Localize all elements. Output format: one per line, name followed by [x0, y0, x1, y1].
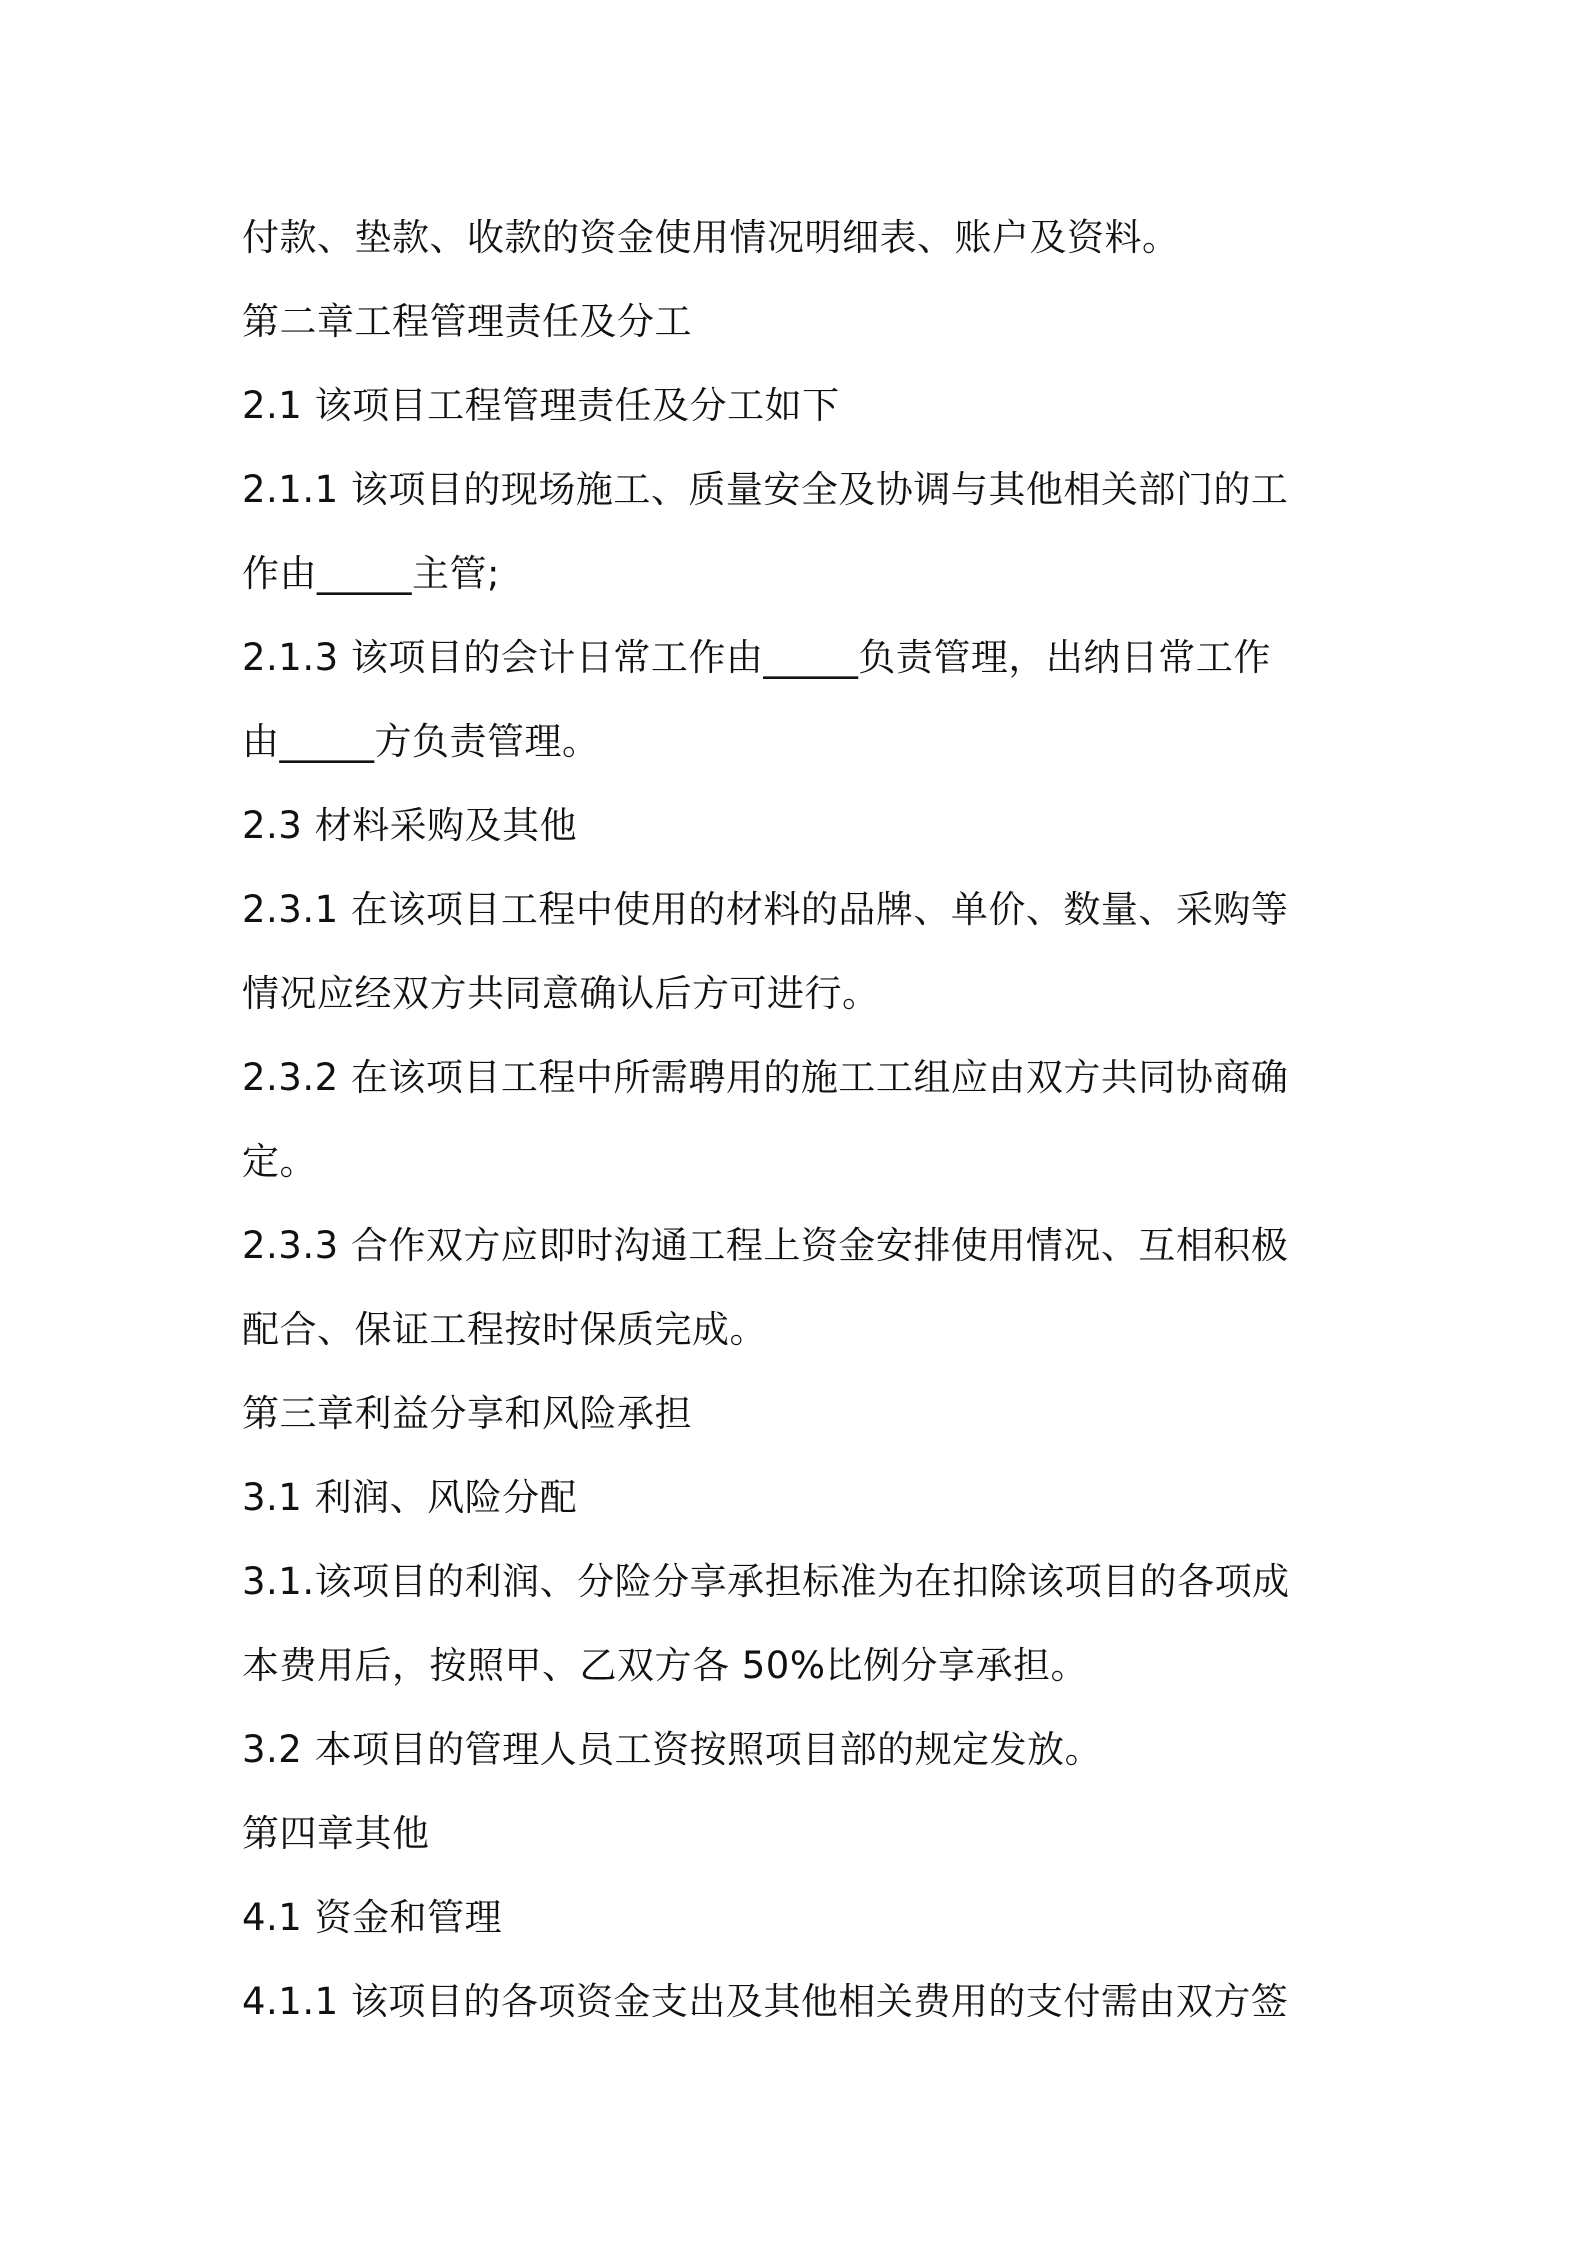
clause-text: 2.3.3 合作双方应即时沟通工程上资金安排使用情况、互相积极	[242, 1224, 1289, 1267]
clause-text: 2.3.2 在该项目工程中所需聘用的施工工组应由双方共同协商确	[242, 1056, 1289, 1099]
section-heading: 2.1 该项目工程管理责任及分工如下	[242, 384, 840, 427]
text-line: 付款、垫款、收款的资金使用情况明细表、账户及资料。	[242, 216, 1180, 259]
section-heading: 2.3 材料采购及其他	[242, 804, 578, 847]
chapter-heading: 第四章其他	[242, 1812, 430, 1855]
clause-text: 定。	[242, 1140, 317, 1183]
clause-text: 3.1.该项目的利润、分险分享承担标准为在扣除该项目的各项成	[242, 1560, 1290, 1603]
clause-text: 本费用后，按照甲、乙双方各 50%比例分享承担。	[242, 1644, 1088, 1687]
clause-text: 情况应经双方共同意确认后方可进行。	[242, 972, 880, 1015]
section-heading: 3.1 利润、风险分配	[242, 1476, 578, 1519]
document-body	[242, 196, 1362, 2044]
chapter-heading: 第三章利益分享和风险承担	[242, 1392, 692, 1435]
clause-text: 由_____方负责管理。	[242, 720, 600, 763]
clause-text: 4.1.1 该项目的各项资金支出及其他相关费用的支付需由双方签	[242, 1980, 1289, 2023]
clause-text: 2.1.3 该项目的会计日常工作由_____负责管理，出纳日常工作	[242, 636, 1271, 679]
clause-text: 2.3.1 在该项目工程中使用的材料的品牌、单价、数量、采购等	[242, 888, 1289, 931]
chapter-heading: 第二章工程管理责任及分工	[242, 300, 692, 343]
clause-text: 作由_____主管;	[242, 552, 500, 595]
clause-text: 配合、保证工程按时保质完成。	[242, 1308, 767, 1351]
clause-text: 2.1.1 该项目的现场施工、质量安全及协调与其他相关部门的工	[242, 468, 1289, 511]
clause-text: 3.2 本项目的管理人员工资按照项目部的规定发放。	[242, 1728, 1103, 1771]
section-heading: 4.1 资金和管理	[242, 1896, 503, 1939]
